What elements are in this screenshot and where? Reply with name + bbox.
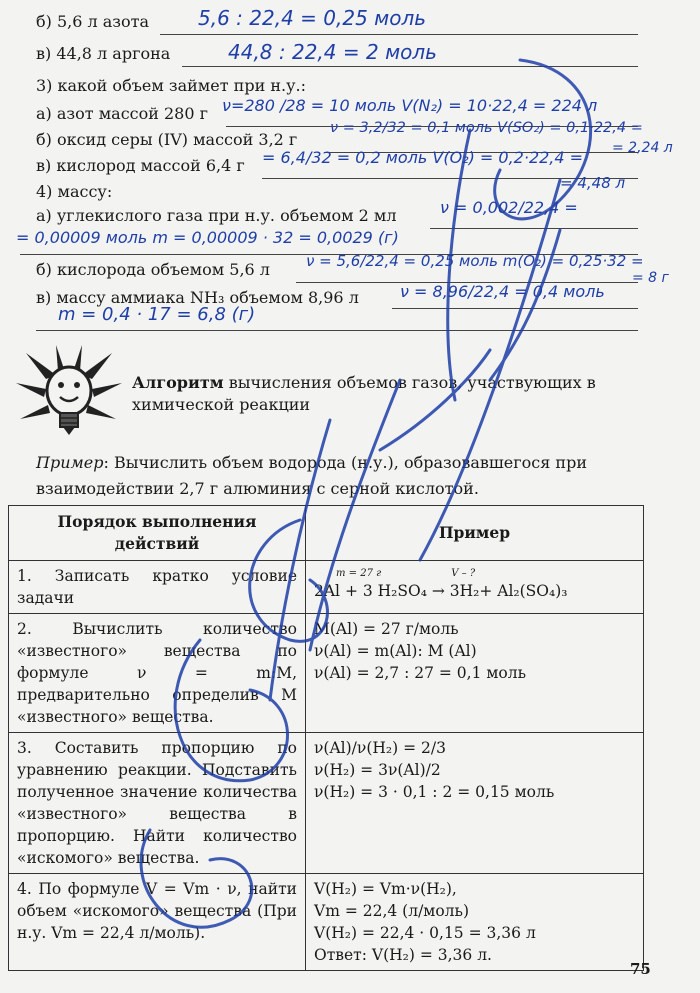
table-row xyxy=(9,614,644,733)
example-line: ν(H₂) = 3ν(Al)/2 xyxy=(314,761,441,779)
answer-underline xyxy=(430,228,638,229)
example-body: : Вычислить объем водорода (н.у.), образовавшегося при взаимодействии 2,7 г алюминия с серной кислотой. xyxy=(36,453,587,498)
example-line: ν(Al)/ν(H₂) = 2/3 xyxy=(314,739,446,757)
answer-underline xyxy=(182,66,638,67)
example-2 xyxy=(306,614,644,733)
algorithm-table xyxy=(8,505,644,971)
table-row xyxy=(9,733,644,874)
step-2: 2. Вычислить количество «известного» вещества по формуле ν = m:M, предварительно определив M «известного» вещества. xyxy=(9,614,306,733)
table-header-row xyxy=(9,506,644,561)
example-line: V(H₂) = 22,4 · 0,15 = 3,36 л xyxy=(314,924,536,942)
example-line: ν(H₂) = 3 · 0,1 : 2 = 0,15 моль xyxy=(314,783,555,801)
algorithm-title xyxy=(132,372,652,416)
task-line: б) 5,6 л азота xyxy=(36,12,150,31)
task-line: 3) какой объем займет при н.у.: xyxy=(36,76,306,95)
example-line: ν(Al) = 2,7 : 27 = 0,1 моль xyxy=(314,664,527,682)
handwritten-answer: 44,8 : 22,4 = 2 моль xyxy=(228,40,437,64)
handwritten-answer: = 6,4/32 = 0,2 моль V(O₂) = 0,2·22,4 = xyxy=(262,148,584,167)
algorithm-title-bold: Алгоритм xyxy=(132,373,224,392)
handwritten-answer: = 4,48 л xyxy=(560,174,626,192)
task-line: б) оксид серы (IV) массой 3,2 г xyxy=(36,130,298,149)
example-line: V(H₂) = Vm·ν(H₂), xyxy=(314,880,457,898)
task-line: а) азот массой 280 г xyxy=(36,104,208,123)
task-line: в) 44,8 л аргона xyxy=(36,44,171,63)
table-row xyxy=(9,874,644,971)
reaction-equation: 2Al + 3 H₂SO₄ → 3H₂+ Al₂(SO₄)₃ xyxy=(314,582,568,600)
handwritten-answer: ν = 3,2/32 = 0,1 моль V(SO₂) = 0,1·22,4 = xyxy=(330,120,643,136)
lightbulb-mascot-icon xyxy=(16,345,122,441)
header-steps: Порядок выполнения действий xyxy=(9,506,306,561)
handwritten-answer: ν = 0,002/22,4 = xyxy=(440,198,578,217)
step-3: 3. Составить пропорцию по уравнению реакции. Подставить полученное значение количества «известного» вещества в пропорцию. Найти количество «искомого» вещества. xyxy=(9,733,306,874)
example-4 xyxy=(306,874,644,971)
note-volume: V – ? xyxy=(451,568,476,579)
task-line: 4) массу: xyxy=(36,182,113,201)
handwritten-answer: ν = 5,6/22,4 = 0,25 моль m(O₂) = 0,25·32 = xyxy=(306,252,644,270)
task-line: в) массу аммиака NH₃ объемом 8,96 л xyxy=(36,288,359,307)
example-label: Пример xyxy=(36,453,104,472)
table-row xyxy=(9,561,644,614)
handwritten-answer: ν=280 /28 = 10 моль V(N₂) = 10·22,4 = 224 л xyxy=(222,96,598,115)
task-line: в) кислород массой 6,4 г xyxy=(36,156,245,175)
example-line: M(Al) = 27 г/моль xyxy=(314,620,459,638)
algorithm-title-rest: вычисления объемов газов, участвующих в химической реакции xyxy=(132,373,596,414)
example-line: Vm = 22,4 (л/моль) xyxy=(314,902,470,920)
step-1: 1. Записать кратко условие задачи xyxy=(9,561,306,614)
example-text xyxy=(36,450,646,502)
handwritten-answer: m = 0,4 · 17 = 6,8 (г) xyxy=(58,304,256,325)
handwritten-answer: = 8 г xyxy=(632,270,669,286)
handwritten-answer: ν = 8,96/22,4 = 0,4 моль xyxy=(400,282,605,301)
answer-underline xyxy=(36,330,638,331)
step-4: 4. По формуле V = Vm · ν, найти объем «искомого» вещества (При н.у. Vm = 22,4 л/моль). xyxy=(9,874,306,971)
example-1 xyxy=(306,561,644,614)
example-line: ν(Al) = m(Al): M (Al) xyxy=(314,642,477,660)
handwritten-answer: 5,6 : 22,4 = 0,25 моль xyxy=(198,6,427,30)
handwritten-answer: = 0,00009 моль m = 0,00009 · 32 = 0,0029 (г) xyxy=(16,228,399,247)
answer-underline xyxy=(160,34,638,35)
task-line: б) кислорода объемом 5,6 л xyxy=(36,260,270,279)
task-line: а) углекислого газа при н.у. объемом 2 мл xyxy=(36,206,397,225)
example-3 xyxy=(306,733,644,874)
page-number: 75 xyxy=(630,960,651,978)
header-example: Пример xyxy=(306,506,644,561)
answer-line: Ответ: V(H₂) = 3,36 л. xyxy=(314,946,492,964)
answer-underline xyxy=(392,308,638,309)
handwritten-answer: = 2,24 л xyxy=(612,140,673,156)
note-mass: m = 27 г xyxy=(336,568,382,579)
